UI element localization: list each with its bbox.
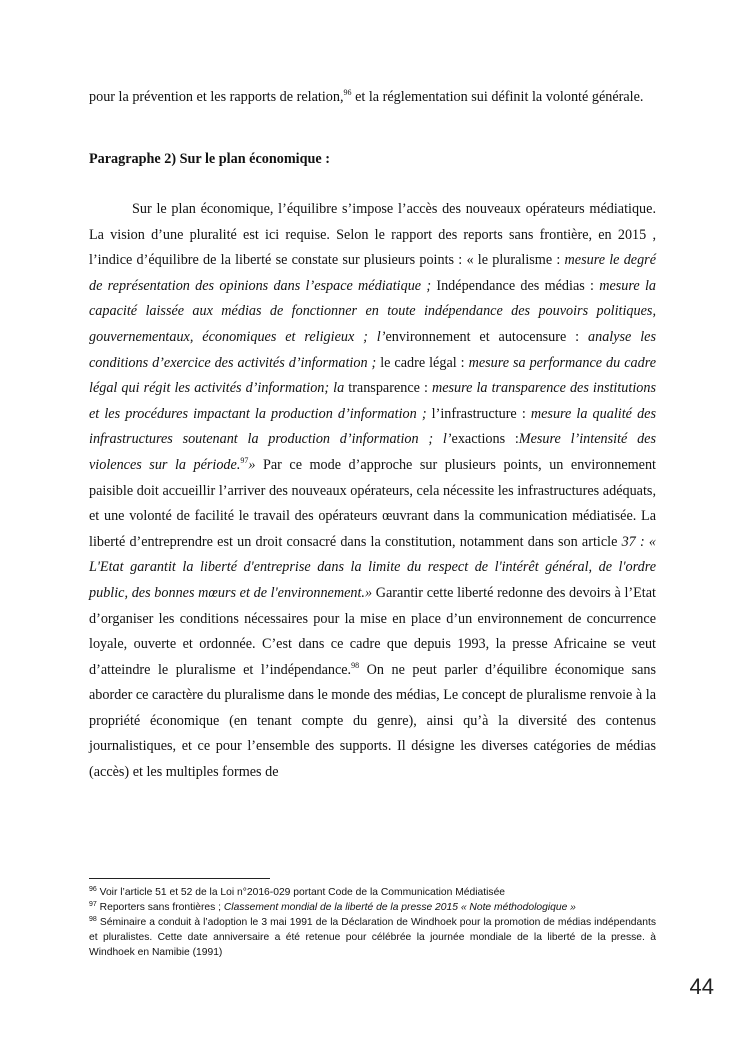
italic-run: mesure le degré de représentation des opinions dans l’espace médiatique ;	[89, 252, 656, 294]
footnote-ref-96[interactable]: 96	[343, 88, 352, 97]
text-run: On ne peut parler d’équilibre économique sans aborder ce caractère du pluralisme dans le monde des médias, Le concept de pluralisme renvoie à la propriété économique (en tenant compte du genre), ainsi qu’à la diversité des contenus journalistiques, et ce pour l’ensemble des supports. Il désigne les diverses catégories de médias (accès) et les multiples formes de	[89, 661, 657, 781]
italic-run: Mesure l’intensité des violences sur la période.	[89, 431, 656, 473]
text-run: pour la prévention et les rapports de relation,	[89, 89, 344, 105]
italic-run: »	[248, 456, 256, 473]
text-run: le cadre légal :	[376, 354, 469, 371]
text-run: Garantir cette liberté redonne des devoirs à l’Etat d’organiser les conditions nécessaires pour la mise en place d’un environnement de concurrence loyale, ouverte et ordonnée. C’est dans ce cadre que depuis 1993, la presse Africaine se veut d’atteindre le pluralisme et l’indépendance.	[89, 584, 656, 678]
section-heading: Paragraphe 2) Sur le plan économique :	[89, 151, 330, 167]
footnote-number: 96	[89, 886, 97, 893]
italic-run: analyse les conditions d’exercice des activités d’information ;	[89, 328, 657, 371]
text-run: environnement et autocensure :	[385, 328, 589, 345]
footnote-97	[89, 900, 656, 915]
footnote-98	[89, 915, 656, 960]
text-run: exactions :	[451, 431, 519, 448]
footnotes	[89, 885, 656, 960]
footnote-text: Voir l’article 51 et 52 de la Loi n°2016-029 portant Code de la Communication Médiatisée	[96, 887, 506, 898]
italic-run: mesure la transparence des institutions et les procédures impactant la production d’information ;	[89, 380, 656, 422]
text-run: transparence :	[344, 380, 432, 397]
text-run: Indépendance des médias :	[431, 277, 600, 294]
main-paragraph	[89, 197, 656, 786]
italic-run: mesure la capacité laissée aux médias de fonctionner en toute indépendance des pouvoirs politiques, gouvernementaux, économiques et religieux ; l’	[89, 277, 656, 345]
footnote-ref-98[interactable]: 98	[351, 660, 360, 670]
text-run: l’infrastructure :	[426, 405, 531, 422]
footnote-number: 97	[89, 901, 97, 908]
footnote-separator	[89, 878, 270, 879]
footnote-text: Séminaire a conduit à l’adoption le 3 mai 1991 de la Déclaration de Windhoek pour la promotion de médias indépendants et pluralistes. Cette date anniversaire a été retenue pour célébrée la journée mondiale de la liberté de la presse. à Windhoek en Namibie (1991)	[89, 917, 656, 958]
italic-run: mesure sa performance du cadre légal qui régit les activités d’information; la	[89, 354, 656, 397]
footnote-96	[89, 885, 656, 900]
footnote-text-italic: Classement mondial de la liberté de la presse 2015 « Note méthodologique »	[223, 902, 576, 913]
text-run: et la réglementation sui définit la volonté générale.	[351, 89, 644, 105]
footnote-text: Reporters sans frontières ;	[96, 902, 224, 913]
page-number: 44	[689, 974, 714, 999]
continuation-paragraph	[89, 85, 656, 111]
footnote-ref-97[interactable]: 97	[240, 455, 249, 465]
text-run: Par ce mode d’approche sur plusieurs points, un environnement paisible doit accueillir l’arriver des nouveaux opérateurs, cela nécessite les infrastructures adéquats, et une volonté de facilité le travail des opérateurs œuvrant dans la communication médiatisée. La liberté d’entreprendre est un droit consacré dans la constitution, notamment dans son article	[89, 456, 656, 550]
italic-quote: 37 : « L'Etat garantit la liberté d'entreprise dans la limite du respect de l'intérêt général, de l'ordre public, des bonnes mœurs et de l'environnement.»	[89, 533, 656, 601]
italic-run: mesure la qualité des infrastructures soutenant la production d’information ; l’	[89, 405, 656, 448]
footnote-number: 98	[89, 916, 97, 923]
text-run: Sur le plan économique, l’équilibre s’impose l’accès des nouveaux opérateurs médiatique. La vision d’une pluralité est ici requise. Selon le rapport des reports sans frontière, en 2015 , l’indice d’équilibre de la liberté se constate sur plusieurs points : « le pluralisme :	[89, 201, 656, 269]
